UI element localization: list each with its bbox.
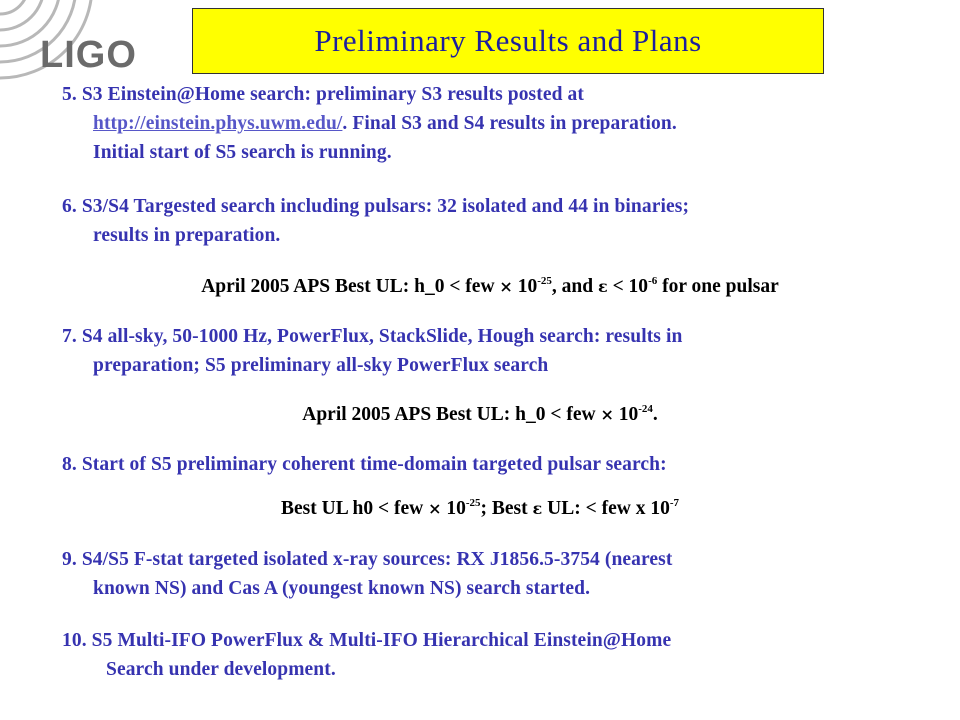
list-item-7 [62,322,682,380]
item-number: 10. [62,630,87,651]
item-number: 7. [62,326,77,347]
item-number: 9. [62,549,77,570]
item-text-line1: S3 Einstein@Home search: preliminary S3 results posted at [81,84,584,105]
item-number: 6. [62,196,77,217]
item-text-line2: known NS) and Cas A (youngest known NS) search started. [93,578,591,599]
item-text-line1: S4/S5 F-stat targeted isolated x-ray sources: RX J1856.5-3754 (nearest [81,549,673,570]
result-line-item7: April 2005 APS Best UL: h_0 < few × $10^{-24}$. [302,403,658,425]
item-text-line2: Search under development. [106,659,336,680]
item-number: 8. [62,454,77,475]
einstein-home-link[interactable]: http://einstein.phys.uwm.edu/ [93,113,343,134]
item-text-line2: results in preparation. [93,225,281,246]
item-text-line2: . Final S3 and S4 results in preparation. [342,113,677,134]
item-text-line1: S5 Multi-IFO PowerFlux & Multi-IFO Hierarchical Einstein@Home [91,630,672,651]
result-line-item6: April 2005 APS Best UL: h_0 < few × $10^{-25}$, and $\varepsilon < 10^{-6}$ for one pulsar [201,275,779,297]
epsilon-symbol: ε [532,499,543,518]
item-text-line1: S4 all-sky, 50-1000 Hz, PowerFlux, StackSlide, Hough search: results in [81,326,683,347]
item-text-line1: Start of S5 preliminary coherent time-domain targeted pulsar search: [81,454,667,475]
times-symbol: × [600,405,614,424]
times-symbol: × [428,499,442,518]
list-item-9 [62,545,672,603]
list-item-10 [62,626,671,684]
list-item-6 [62,192,689,250]
item-text-line2: preparation; S5 preliminary all-sky PowerFlux search [93,355,549,376]
item-text-line3: Initial start of S5 search is running. [93,142,392,163]
list-item-5 [62,80,677,167]
item-text-line1: S3/S4 Targested search including pulsars: 32 isolated and 44 in binaries; [81,196,690,217]
list-item-8 [62,450,667,479]
item-number: 5. [62,84,77,105]
epsilon-symbol: ε [597,277,608,296]
page-title: Preliminary Results and Plans [314,23,702,58]
result-line-item8: Best UL h0 < few × $10^{-25}$; Best ε UL: < few x $10^{-7}$ [281,497,679,519]
ligo-logo-text: LIGO [40,34,137,76]
times-symbol: × [499,277,513,296]
title-banner [192,8,824,74]
